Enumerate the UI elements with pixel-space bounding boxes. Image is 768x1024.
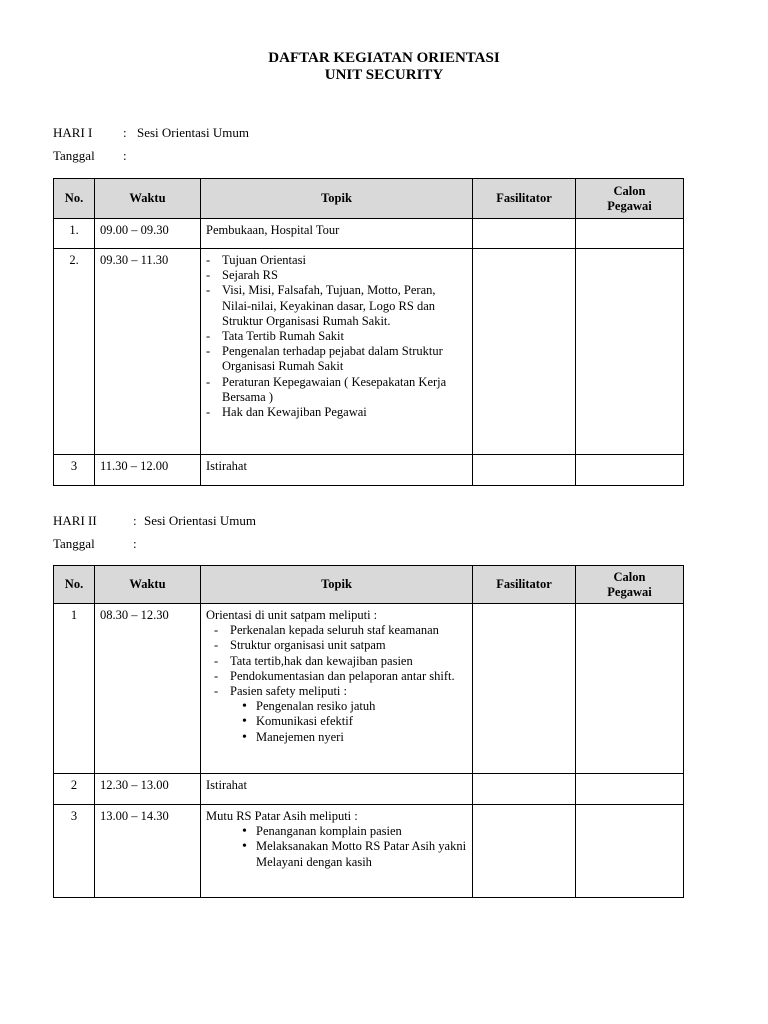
day2-schedule-table bbox=[53, 565, 684, 898]
row-fasilitator bbox=[473, 249, 576, 455]
topic-sublist bbox=[206, 824, 467, 870]
list-item: - Sejarah RS bbox=[206, 268, 467, 283]
day2-tanggal-row bbox=[53, 536, 137, 551]
row-waktu: 11.30 – 12.00 bbox=[95, 455, 201, 486]
header-fasilitator: Fasilitator bbox=[473, 179, 576, 219]
topic-intro: Mutu RS Patar Asih meliputi : bbox=[206, 809, 358, 823]
row-topik: Istirahat bbox=[201, 455, 473, 486]
row-fasilitator bbox=[473, 219, 576, 249]
row-calon-pegawai bbox=[576, 774, 684, 805]
table-row bbox=[54, 774, 684, 805]
table-row bbox=[54, 604, 684, 774]
document-title-line1: DAFTAR KEGIATAN ORIENTASI bbox=[268, 50, 500, 66]
row-fasilitator bbox=[473, 455, 576, 486]
row-waktu: 12.30 – 13.00 bbox=[95, 774, 201, 805]
row-waktu: 08.30 – 12.30 bbox=[95, 604, 201, 774]
row-topik: Istirahat bbox=[201, 774, 473, 805]
row-fasilitator bbox=[473, 805, 576, 898]
table-row bbox=[54, 249, 684, 455]
row-calon-pegawai bbox=[576, 219, 684, 249]
header-calon-line1: Calon bbox=[613, 183, 646, 198]
list-item: - Struktur organisasi unit satpam bbox=[206, 638, 467, 653]
list-item: • Pengenalan resiko jatuh bbox=[206, 699, 467, 714]
topic-list bbox=[206, 623, 467, 699]
header-waktu: Waktu bbox=[95, 566, 201, 604]
day1-header-row bbox=[54, 179, 684, 219]
day1-hari-value: Sesi Orientasi Umum bbox=[137, 125, 249, 140]
list-item: - Hak dan Kewajiban Pegawai bbox=[206, 405, 467, 420]
day1-hari-separator: : bbox=[123, 125, 127, 140]
header-fasilitator: Fasilitator bbox=[473, 566, 576, 604]
header-calon-line1: Calon bbox=[613, 569, 646, 584]
list-item: - Pengenalan terhadap pejabat dalam Struktur Organisasi Rumah Sakit bbox=[206, 344, 467, 374]
header-topik: Topik bbox=[201, 566, 473, 604]
day2-hari-label: HARI II bbox=[53, 513, 97, 528]
day2-tanggal-separator: : bbox=[133, 536, 137, 551]
day2-header-row bbox=[54, 566, 684, 604]
row-no: 2 bbox=[54, 774, 95, 805]
header-calon-pegawai bbox=[576, 179, 684, 219]
list-item: - Tujuan Orientasi bbox=[206, 253, 467, 268]
header-calon-line2: Pegawai bbox=[607, 584, 652, 599]
table-row bbox=[54, 805, 684, 898]
list-item: - Peraturan Kepegawaian ( Kesepakatan Kerja Bersama ) bbox=[206, 375, 467, 405]
list-item: • Melaksanakan Motto RS Patar Asih yakni Melayani dengan kasih bbox=[206, 839, 467, 869]
row-waktu: 09.00 – 09.30 bbox=[95, 219, 201, 249]
header-topik: Topik bbox=[201, 179, 473, 219]
day1-tanggal-label: Tanggal bbox=[53, 148, 95, 163]
list-item: - Pendokumentasian dan pelaporan antar shift. bbox=[206, 669, 467, 684]
header-calon-pegawai bbox=[576, 566, 684, 604]
topic-sublist bbox=[206, 699, 467, 745]
row-topik bbox=[201, 805, 473, 898]
document-title-line2: UNIT SECURITY bbox=[324, 67, 444, 83]
day2-tanggal-label: Tanggal bbox=[53, 536, 95, 551]
header-calon-line2: Pegawai bbox=[607, 198, 652, 213]
row-topik bbox=[201, 249, 473, 455]
row-waktu: 13.00 – 14.30 bbox=[95, 805, 201, 898]
day1-hari-row bbox=[53, 125, 249, 140]
header-no: No. bbox=[54, 179, 95, 219]
row-calon-pegawai bbox=[576, 805, 684, 898]
list-item: - Visi, Misi, Falsafah, Tujuan, Motto, Peran, Nilai-nilai, Keyakinan dasar, Logo RS dan Struktur Organisasi Rumah Sakit. bbox=[206, 283, 467, 329]
row-calon-pegawai bbox=[576, 455, 684, 486]
list-item: - Perkenalan kepada seluruh staf keamanan bbox=[206, 623, 467, 638]
topic-intro: Orientasi di unit satpam meliputi : bbox=[206, 608, 378, 622]
day2-hari-value: Sesi Orientasi Umum bbox=[144, 513, 256, 528]
header-waktu: Waktu bbox=[95, 179, 201, 219]
day1-schedule-table bbox=[53, 178, 684, 486]
row-calon-pegawai bbox=[576, 249, 684, 455]
row-calon-pegawai bbox=[576, 604, 684, 774]
day1-hari-label: HARI I bbox=[53, 125, 93, 140]
list-item: • Penanganan komplain pasien bbox=[206, 824, 467, 839]
topic-list bbox=[206, 253, 467, 420]
list-item: - Tata tertib,hak dan kewajiban pasien bbox=[206, 654, 467, 669]
table-row bbox=[54, 219, 684, 249]
row-no: 1 bbox=[54, 604, 95, 774]
day1-tanggal-row bbox=[53, 148, 127, 163]
row-fasilitator bbox=[473, 774, 576, 805]
list-item: • Komunikasi efektif bbox=[206, 714, 467, 729]
list-item: - Tata Tertib Rumah Sakit bbox=[206, 329, 467, 344]
header-no: No. bbox=[54, 566, 95, 604]
day2-hari-separator: : bbox=[133, 513, 137, 528]
row-topik bbox=[201, 604, 473, 774]
row-topik: Pembukaan, Hospital Tour bbox=[201, 219, 473, 249]
row-no: 2. bbox=[54, 249, 95, 455]
row-waktu: 09.30 – 11.30 bbox=[95, 249, 201, 455]
table-row bbox=[54, 455, 684, 486]
row-no: 3 bbox=[54, 805, 95, 898]
day2-hari-row bbox=[53, 513, 256, 528]
list-item: • Manejemen nyeri bbox=[206, 730, 467, 745]
row-no: 3 bbox=[54, 455, 95, 486]
day1-tanggal-separator: : bbox=[123, 148, 127, 163]
row-no: 1. bbox=[54, 219, 95, 249]
row-fasilitator bbox=[473, 604, 576, 774]
list-item: - Pasien safety meliputi : bbox=[206, 684, 467, 699]
